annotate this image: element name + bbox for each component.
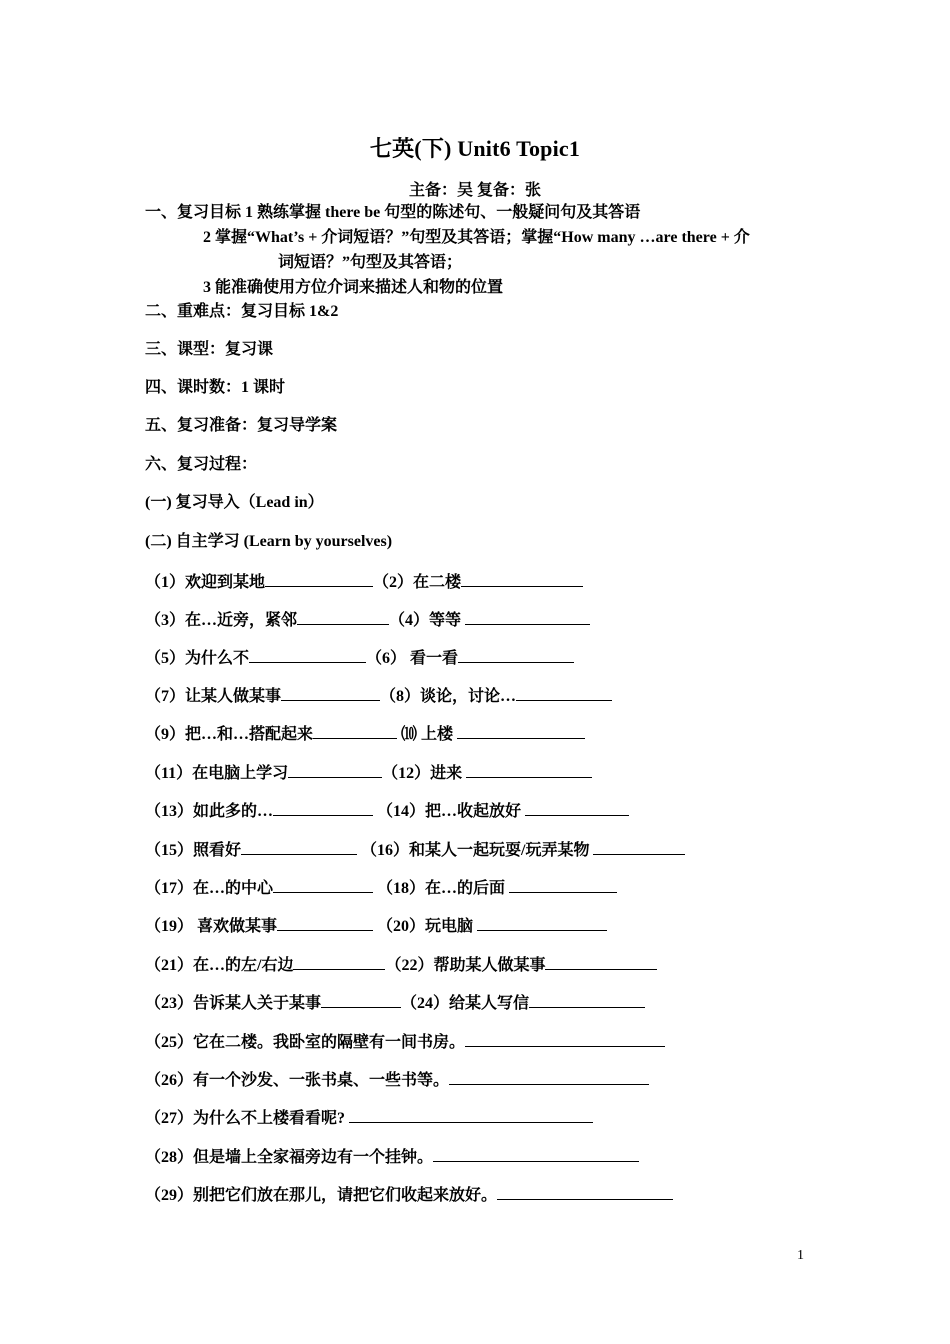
objective-2-line-1: 2 掌握“What’s + 介词短语？”句型及其答语；掌握“How many …are there + 介 (203, 229, 750, 246)
exercise-prompt: （9）把…和…搭配起来 (145, 726, 314, 743)
exercise-row (145, 722, 585, 745)
answer-blank[interactable] (277, 914, 373, 931)
self-study-heading: (二) 自主学习 (Learn by yourselves) (145, 533, 393, 550)
exercise-row (145, 914, 607, 937)
exercise-prompt: （17）在…的中心 (145, 880, 274, 897)
sentence-prompt: （27）为什么不上楼看看呢? (145, 1110, 346, 1127)
exercise-prompt: （1）欢迎到某地 (145, 574, 266, 591)
exercise-prompt: ⑽ 上楼 (401, 726, 454, 743)
answer-blank[interactable] (449, 1068, 649, 1085)
exercise-prompt: （11）在电脑上学习 (145, 765, 289, 782)
exercise-prompt: （12）进来 (382, 765, 463, 782)
answer-blank[interactable] (509, 876, 617, 893)
sentence-prompt: （28）但是墙上全家福旁边有一个挂钟。 (145, 1149, 434, 1166)
exercise-row (145, 953, 657, 976)
answer-blank[interactable] (273, 799, 373, 816)
exercise-prompt: （19） 喜欢做某事 (145, 918, 278, 935)
exercise-prompt: （5）为什么不 (145, 650, 250, 667)
exercise-prompt: （4）等等 (389, 612, 462, 629)
answer-blank[interactable] (545, 953, 657, 970)
exercise-prompt: （13）如此多的… (145, 803, 274, 820)
exercise-prompt: （24）给某人写信 (401, 995, 530, 1012)
answer-blank[interactable] (461, 570, 583, 587)
sentence-prompt: （29）别把它们放在那儿，请把它们收起来放好。 (145, 1187, 498, 1204)
answer-blank[interactable] (457, 722, 585, 739)
answer-blank[interactable] (313, 722, 397, 739)
sentence-row (145, 1106, 593, 1129)
answer-blank[interactable] (249, 646, 366, 663)
exercise-prompt: （7）让某人做某事 (145, 688, 282, 705)
answer-blank[interactable] (321, 991, 401, 1008)
answer-blank[interactable] (465, 608, 590, 625)
exercise-row (145, 876, 617, 899)
answer-blank[interactable] (265, 570, 373, 587)
exercise-row (145, 799, 629, 822)
exercise-prompt: （6） 看一看 (366, 650, 459, 667)
exercise-prompt: （22）帮助某人做某事 (385, 957, 546, 974)
answer-blank[interactable] (516, 684, 612, 701)
answer-blank[interactable] (525, 799, 629, 816)
exercise-prompt: （16）和某人一起玩耍/玩弄某物 (361, 842, 590, 859)
exercise-prompt: （18）在…的后面 (377, 880, 506, 897)
exercise-prompt: （21）在…的左/右边 (145, 957, 294, 974)
answer-blank[interactable] (273, 876, 373, 893)
answer-blank[interactable] (529, 991, 645, 1008)
exercise-prompt: （15）照看好 (145, 842, 242, 859)
objective-2-line-2: 词短语？”句型及其答语； (278, 254, 463, 271)
answer-blank[interactable] (497, 1183, 673, 1200)
exercise-prompt: （20）玩电脑 (377, 918, 474, 935)
exercise-row (145, 608, 590, 631)
sentence-prompt: （26）有一个沙发、一张书桌、一些书等。 (145, 1072, 450, 1089)
answer-blank[interactable] (293, 953, 385, 970)
objectives-heading: 一、复习目标 1 熟练掌握 there be 句型的陈述句、一般疑问句及其答语 (145, 204, 641, 221)
lesson-type: 三、课型：复习课 (145, 341, 274, 358)
lead-in-heading: (一) 复习导入（Lead in） (145, 494, 324, 511)
exercise-prompt: （14）把…收起放好 (377, 803, 522, 820)
page-number: 1 (797, 1248, 804, 1263)
preparers-line: 主备：吴 复备：张 (408, 182, 541, 199)
exercise-prompt: （3）在…近旁，紧邻 (145, 612, 298, 629)
exercise-row (145, 838, 685, 861)
answer-blank[interactable] (281, 684, 380, 701)
answer-blank[interactable] (458, 646, 574, 663)
exercise-row (145, 570, 583, 593)
exercise-row (145, 646, 574, 669)
exercise-row (145, 684, 612, 707)
key-points: 二、重难点：复习目标 1&2 (145, 303, 339, 320)
review-process: 六、复习过程： (145, 456, 258, 473)
exercise-row (145, 991, 645, 1014)
objective-3: 3 能准确使用方位介词来描述人和物的位置 (203, 279, 504, 296)
answer-blank[interactable] (297, 608, 389, 625)
exercise-prompt: （8）谈论，讨论… (380, 688, 517, 705)
answer-blank[interactable] (349, 1106, 593, 1123)
sentence-row (145, 1145, 639, 1168)
sentence-row (145, 1068, 649, 1091)
review-preparation: 五、复习准备：复习导学案 (145, 417, 338, 434)
exercise-row (145, 761, 592, 784)
sentence-row (145, 1183, 673, 1206)
exercise-prompt: （2）在二楼 (373, 574, 462, 591)
answer-blank[interactable] (477, 914, 607, 931)
lesson-periods: 四、课时数：1 课时 (145, 379, 286, 396)
answer-blank[interactable] (241, 838, 357, 855)
answer-blank[interactable] (466, 761, 592, 778)
answer-blank[interactable] (288, 761, 382, 778)
answer-blank[interactable] (593, 838, 685, 855)
exercise-prompt: （23）告诉某人关于某事 (145, 995, 322, 1012)
page-title: 七英(下) Unit6 Topic1 (369, 136, 581, 161)
sentence-row (145, 1030, 665, 1053)
answer-blank[interactable] (465, 1030, 665, 1047)
sentence-prompt: （25）它在二楼。我卧室的隔壁有一间书房。 (145, 1034, 466, 1051)
answer-blank[interactable] (433, 1145, 639, 1162)
